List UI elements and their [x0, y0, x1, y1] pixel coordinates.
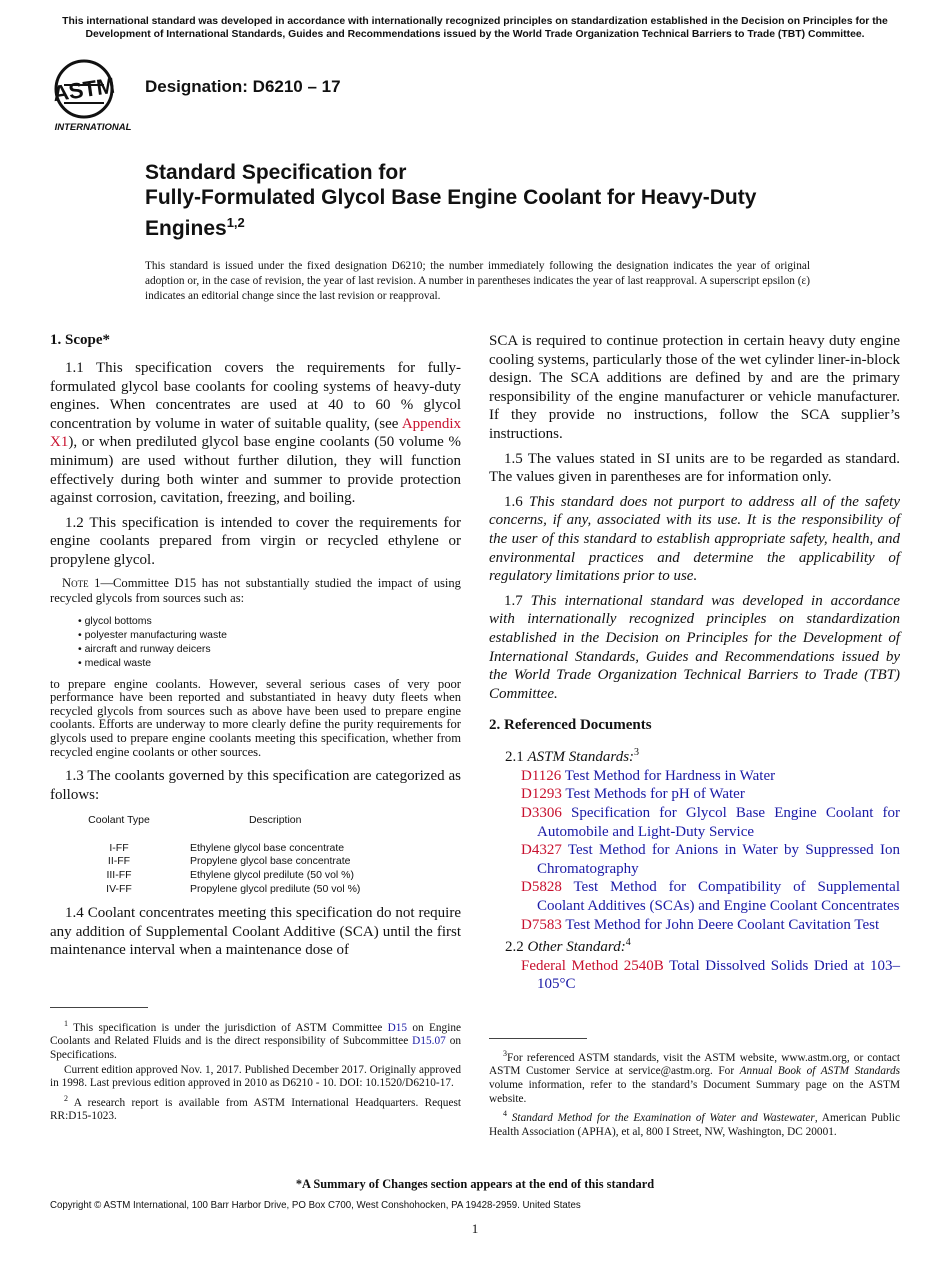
appendix-x1-link[interactable]: Appendix X1 [50, 415, 461, 451]
footnote-rule [50, 1007, 148, 1008]
table-row: II-FF Propylene glycol base concentrate [107, 855, 351, 868]
document-title [145, 160, 805, 241]
list-item: • aircraft and runway deicers [78, 642, 461, 656]
footnotes-left [50, 1017, 461, 1125]
table-row: I-FF Ethylene glycol base concentrate [109, 841, 345, 854]
scope-heading: 1. Scope* [50, 332, 110, 348]
summary-of-changes-note: *A Summary of Changes section appears at the end of this standard [295, 1177, 655, 1191]
para-1-6: 1.6 This standard does not purport to address all of the safety concerns, if any, associated with its use. It is the responsibility of the user of this standard to establish appropriate safety, health, and environmental practices and determine the applicability of regulatory limitations prior to use. [489, 493, 901, 585]
note-1: Note 1—Committee D15 has not substantially studied the impact of using recycled glycols from sources such as: [50, 575, 461, 605]
d15-07-link[interactable]: D15.07 [412, 1035, 446, 1048]
table-header: Coolant Type [88, 814, 150, 827]
ref-d1126[interactable]: D1126 Test Method for Hardness in Water [521, 767, 776, 784]
title-line-2: Fully-Formulated Glycol Base Engine Coolant for Heavy-Duty Engines$^{1,2}$ [145, 186, 757, 240]
footnote-2: $^2$ A research report is available from ASTM International Headquarters. Request RR:D15-1023. [50, 1093, 462, 1123]
top-notice: This international standard was developed in accordance with internationally recognized principles on standardization established in the Decision on Principles for the Development of International Standards, Guides and Recommendations issued by the World Trade Organization Technical Barriers to Trade (TBT) Committee. [62, 16, 888, 40]
title-line-1: Standard Specification for [145, 161, 407, 184]
para-1-1: 1.1 This specification covers the requirements for fully-formulated glycol base coolants for cooling systems of heavy-duty engines. When concentrates are used at 40 to 60 % glycol concentration by volume in water of suitable quality, (see Appendix X1), or when prediluted glycol base engine coolants (50 volume % minimum) are used without further dilution, they will function effectively during both winter and summer to provide protection against corrosion, cavitation, freezing, and boiling. [50, 360, 461, 507]
ref-federal-method-2540b[interactable]: Federal Method 2540B Total Dissolved Solids Dried at 103–105°C [521, 957, 900, 993]
astm-logo-icon [50, 57, 136, 133]
other-standard-subheading: 2.2 Other Standard:$^4$ [505, 937, 631, 956]
recycled-sources-list [78, 614, 461, 670]
astm-standards-subheading: 2.1 ASTM Standards:$^3$ [505, 747, 640, 766]
para-1-4-continued: SCA is required to continue protection in certain heavy duty engine cooling systems, particularly those of the wet cylinder liner-in-block design. The SCA additions are defined by and are the primary responsibility of the engine manufacturer or vehicle manufacturer. If they provide no instructions, follow the SCA supplier’s instructions. [489, 333, 900, 442]
issued-note: This standard is issued under the fixed designation D6210; the number immediately following the designation indicates the year of original adoption or, in the case of revision, the year of last revision. A number in parentheses indicates the year of last reapproval. A superscript epsilon (ε) indicates an editorial change since the last revision or reapproval. [145, 260, 810, 302]
footnote-1-edition: Current edition approved Nov. 1, 2017. Published December 2017. Originally approved in 1998. Last previous edition approved in 2010 as D6210 - 10. DOI: 10.1520/D6210-17. [50, 1063, 461, 1090]
svg-text:ASTM: ASTM [51, 72, 117, 107]
coolant-type-table [78, 814, 360, 896]
para-1-3: 1.3 The coolants governed by this specification are categorized as follows: [50, 768, 461, 803]
table-row: III-FF Ethylene glycol predilute (50 vol %) [106, 869, 355, 882]
para-1-4: 1.4 Coolant concentrates meeting this specification do not require any addition of Supplemental Coolant Additive (SCA) until the first maintenance interval when a maintenance dose of [50, 905, 461, 959]
list-item: • medical waste [78, 656, 461, 670]
note-1-continued: to prepare engine coolants. However, several serious cases of very poor performance have been reported and substantiated in heavy duty fleets when recycled glycols from sources such as above have been used to prepare engine coolants. Efforts are underway to more clearly define the purity requirements for glycols used to prepare engine coolants meeting this specification, whether from recycled engine coolants or other sources. [50, 676, 461, 759]
footnote-3: $^3$For referenced ASTM standards, visit the ASTM website, www.astm.org, or contact ASTM Customer Service at service@astm.org. For Annual Book of ASTM Standards volume information, refer to the standard’s Document Summary page on the ASTM website. [489, 1049, 900, 1105]
para-1-2: 1.2 This specification is intended to cover the requirements for engine coolants prepared from virgin or recycled ethylene or propylene glycol. [50, 514, 461, 568]
left-column [50, 332, 461, 966]
d15-link[interactable]: D15 [387, 1021, 408, 1034]
para-1-5: 1.5 The values stated in SI units are to be regarded as standard. The values given in parentheses are for information only. [489, 450, 900, 486]
list-item: • polyester manufacturing waste [78, 628, 461, 642]
ref-d7583[interactable]: D7583 Test Method for John Deere Coolant Cavitation Test [521, 916, 880, 933]
footnote-1: $^1$ This specification is under the jurisdiction of ASTM Committee D15 on Engine Coolants and Related Fluids and is the direct responsibility of Subcommittee D15.07 on Specifications. [50, 1019, 461, 1061]
page-number: 1 [471, 1221, 479, 1236]
designation: Designation: D6210 – 17 [145, 77, 341, 96]
footnote-rule [489, 1038, 587, 1039]
astm-logo [50, 57, 136, 133]
table-row: IV-FF Propylene glycol predilute (50 vol %) [106, 882, 361, 895]
footnote-4: $^4$ Standard Method for the Examination of Water and Wastewater, American Public Health Association (APHA), et al, 800 I Street, NW, Washington, DC 20001. [489, 1109, 900, 1138]
title-footnote-ref: 1,2 [226, 215, 245, 230]
copyright-line: Copyright © ASTM International, 100 Barr Harbor Drive, PO Box C700, West Conshohocken, PA 19428-2959. United States [50, 1200, 581, 1211]
ref-d3306[interactable]: D3306 Specification for Glycol Base Engine Coolant for Automobile and Light-Duty Service [521, 805, 900, 840]
footnotes-right [489, 1047, 900, 1140]
referenced-documents-heading: 2. Referenced Documents [489, 717, 652, 734]
list-item: • glycol bottoms [78, 614, 461, 628]
table-header-row [78, 814, 360, 842]
right-column [489, 332, 900, 994]
ref-d5828[interactable]: D5828 Test Method for Compatibility of Supplemental Coolant Additives (SCAs) and Engine Coolant Concentrates [521, 879, 900, 915]
ref-d1293[interactable]: D1293 Test Methods for pH of Water [521, 786, 745, 803]
svg-text:INTERNATIONAL: INTERNATIONAL [54, 122, 132, 133]
para-1-7: 1.7 This international standard was developed in accordance with internationally recognized principles on standardization established in the Decision on Principles for the Development of International Standards, Guides and Recommendations issued by the World Trade Organization Technical Barriers to Trade (TBT) Committee. [489, 592, 901, 702]
ref-d4327[interactable]: D4327 Test Method for Anions in Water by Suppressed Ion Chromatography [521, 842, 900, 877]
table-header: Description [248, 814, 302, 827]
